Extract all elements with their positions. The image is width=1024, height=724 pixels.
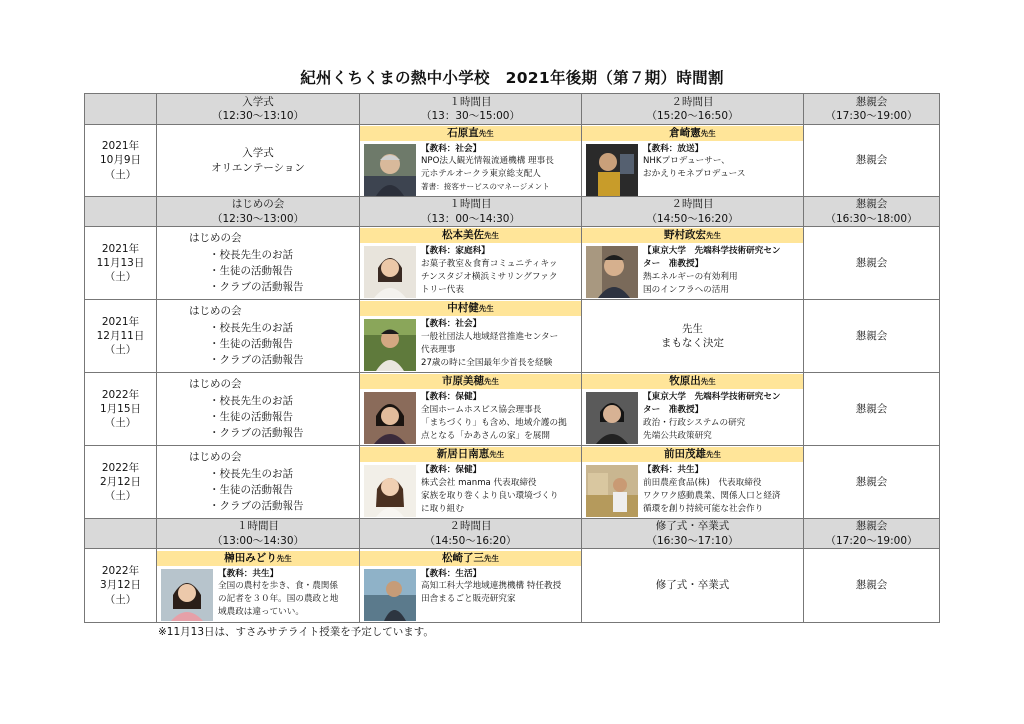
teacher-subject: 【教科：保健】	[421, 392, 482, 402]
header-time: （17:20～19:00）	[825, 534, 918, 547]
teacher-subject: 【教科：社会】	[421, 319, 482, 329]
teacher-name-text: 前田茂雄	[664, 448, 706, 460]
date-day: 11月13日	[96, 256, 145, 269]
teacher-desc-line: ワクワク感動農業、関係人口と経済	[643, 490, 781, 501]
teacher-photo	[161, 569, 213, 621]
header-cell	[157, 197, 360, 227]
date-cell	[85, 446, 157, 519]
header-cell	[582, 94, 804, 125]
social-cell: 懇親会	[804, 373, 940, 446]
schedule-row	[85, 373, 940, 446]
teacher-cell	[582, 125, 804, 197]
teacher-name-text: 榊田みどり	[224, 551, 277, 564]
teacher-photo	[364, 569, 416, 621]
social-cell: 懇親会	[804, 446, 940, 519]
teacher-name	[360, 228, 581, 243]
teacher-name-text: 松崎了三	[442, 551, 484, 564]
teacher-cell	[582, 446, 804, 519]
teacher-name-text: 倉崎憲	[669, 126, 701, 139]
teacher-desc-line: 田舎まるごと販売研究家	[421, 594, 516, 605]
program-title: はじめの会	[189, 232, 242, 245]
ceremony-cell	[157, 125, 360, 197]
program-item: ・生徒の活動報告	[209, 338, 293, 350]
header-label: ２時間目	[671, 198, 714, 211]
program-cell	[157, 446, 360, 519]
date-day: 10月9日	[99, 154, 142, 167]
social-cell: 懇親会	[804, 300, 940, 373]
teacher-desc-line: 元ホテルオークラ東京総支配人	[421, 169, 541, 180]
schedule-row	[85, 125, 940, 197]
schedule-row	[85, 549, 940, 623]
teacher-desc-line: 家族を取り巻くより良い環境づくり	[421, 490, 559, 501]
program-item: ・クラブの活動報告	[209, 354, 304, 367]
teacher-subject: ター 准教授】	[643, 258, 704, 269]
teacher-name	[157, 551, 359, 566]
teacher-desc-line: 政治・行政システムの研究	[643, 417, 746, 428]
header-time: （13:00～14:30）	[211, 534, 305, 547]
date-cell	[85, 300, 157, 373]
date-weekday: （土）	[104, 417, 137, 430]
program-item: ・校長先生のお話	[209, 467, 293, 480]
program-title: はじめの会	[189, 451, 242, 464]
date-cell	[85, 227, 157, 300]
header-time: （12:30～13:00）	[211, 212, 305, 225]
date-weekday: （土）	[104, 168, 137, 181]
teacher-name-text: 中村健	[447, 302, 479, 314]
teacher-suffix: 先生	[478, 128, 494, 138]
header-time: （15:20～16:50）	[646, 110, 739, 122]
teacher-cell	[360, 373, 582, 446]
teacher-suffix: 先生	[489, 450, 505, 459]
header-row	[85, 519, 940, 549]
teacher-desc-line: 高知工科大学地域連携機構 特任教授	[421, 581, 562, 592]
header-cell	[157, 519, 360, 549]
date-year: 2022年	[101, 565, 140, 578]
teacher-photo	[364, 246, 416, 298]
teacher-desc-line: 27歳の時に全国最年少首長を経験	[421, 357, 553, 368]
header-empty-cell	[85, 94, 157, 125]
teacher-cell	[582, 373, 804, 446]
teacher-desc-line: NHKプロデューサー、	[643, 156, 730, 167]
header-time: （13：30～15:00）	[421, 110, 520, 122]
header-label: 懇親会	[855, 198, 888, 211]
program-cell	[157, 373, 360, 446]
teacher-cell	[582, 227, 804, 300]
teacher-desc-line: 代表理事	[421, 344, 456, 355]
teacher-cell	[360, 300, 582, 373]
teacher-cell	[360, 549, 582, 623]
program-item: ・生徒の活動報告	[209, 411, 293, 423]
teacher-desc-line: お菓子教室＆食育コミュニティキッ	[421, 258, 558, 269]
teacher-name	[360, 447, 581, 462]
teacher-name	[582, 126, 803, 141]
date-year: 2021年	[101, 242, 140, 255]
program-item: ・生徒の活動報告	[209, 265, 293, 277]
date-weekday: （土）	[104, 593, 137, 606]
program-item: ・校長先生のお話	[209, 248, 293, 261]
date-year: 2022年	[101, 461, 140, 474]
teacher-subject: 【教科：保健】	[421, 465, 482, 475]
program-item: ・クラブの活動報告	[209, 281, 304, 294]
tbd-note: まもなく決定	[661, 337, 724, 349]
teacher-suffix: 先生	[478, 304, 494, 313]
date-weekday: （土）	[104, 344, 137, 357]
program-item: ・校長先生のお話	[209, 321, 293, 334]
header-empty-cell	[85, 519, 157, 549]
teacher-suffix: 先生	[700, 377, 716, 386]
teacher-photo	[586, 465, 638, 517]
teacher-name	[360, 551, 581, 566]
header-time: （14:50～16:20）	[424, 534, 517, 547]
header-cell	[804, 519, 940, 549]
header-cell	[360, 197, 582, 227]
teacher-name	[360, 126, 581, 141]
program-item: ・校長先生のお話	[209, 394, 293, 407]
teacher-desc-line: 熱エネルギーの有効利用	[643, 271, 738, 282]
teacher-photo	[586, 144, 638, 196]
header-label: １時間目	[449, 198, 492, 211]
timetable	[84, 93, 940, 623]
ceremony-label: 入学式	[242, 147, 274, 160]
teacher-name-text: 牧原出	[669, 375, 701, 387]
header-cell	[157, 94, 360, 125]
schedule-row	[85, 300, 940, 373]
program-item: ・生徒の活動報告	[209, 484, 293, 496]
teacher-suffix: 先生	[706, 231, 721, 240]
teacher-subject: 【教科：生活】	[421, 568, 482, 579]
header-cell	[360, 94, 582, 125]
header-time: （13：00～14:30）	[421, 212, 520, 225]
date-year: 2022年	[101, 388, 140, 401]
teacher-name-text: 石原直	[447, 126, 479, 139]
graduation-cell: 修了式・卒業式	[582, 549, 804, 623]
footnote: ※11月13日は、すさみサテライト授業を予定しています。	[158, 626, 434, 638]
teacher-desc-line: 株式会社 manma 代表取締役	[421, 477, 537, 488]
social-cell: 懇親会	[804, 125, 940, 197]
teacher-photo	[586, 392, 638, 444]
header-time: （16:30～18:00）	[825, 212, 918, 225]
program-title: はじめの会	[189, 305, 242, 318]
teacher-cell	[360, 227, 582, 300]
header-label: １時間目	[237, 520, 279, 533]
header-label: 入学式	[242, 95, 274, 108]
teacher-suffix: 先生	[484, 553, 499, 563]
teacher-name-text: 新居日南恵	[436, 448, 490, 460]
date-year: 2021年	[101, 315, 140, 328]
date-cell	[85, 549, 157, 623]
teacher-name-text: 野村政宏	[664, 229, 706, 241]
teacher-desc-line: おかえりモネプロデュース	[643, 169, 746, 180]
teacher-desc-line: 先端公共政策研究	[643, 430, 712, 441]
social-cell: 懇親会	[804, 227, 940, 300]
header-label: 懇親会	[855, 95, 888, 108]
teacher-cell	[360, 446, 582, 519]
header-label: はじめの会	[231, 198, 285, 211]
teacher-subject: 【教科：家庭科】	[421, 246, 490, 256]
program-cell	[157, 300, 360, 373]
header-label: ２時間目	[671, 95, 714, 108]
header-time: （17:30～19:00）	[825, 110, 918, 122]
teacher-cell	[360, 125, 582, 197]
header-row	[85, 94, 940, 125]
teacher-suffix: 先生	[706, 450, 721, 459]
header-label: 修了式・卒業式	[655, 520, 730, 533]
teacher-photo	[364, 144, 416, 196]
teacher-suffix: 先生	[276, 553, 292, 563]
teacher-desc-line: チンスタジオ横浜ミサリングファク	[421, 271, 558, 282]
teacher-photo	[364, 319, 416, 371]
date-year: 2021年	[101, 140, 140, 153]
teacher-desc-line: 国のインフラへの活用	[643, 284, 729, 295]
teacher-desc-line: の記者を３０年。国の農政と地	[218, 594, 339, 605]
teacher-photo	[364, 465, 416, 517]
date-day: 12月11日	[96, 329, 145, 342]
date-weekday: （土）	[104, 271, 137, 284]
teacher-desc-line: 著書：接客サービスのマネージメント	[421, 182, 550, 192]
social-cell: 懇親会	[804, 549, 940, 623]
header-time: （12:30～13:10）	[211, 110, 305, 122]
page-title: 紀州くちくまの熱中小学校 2021年後期（第７期）時間割	[300, 69, 724, 87]
teacher-desc-line: 循環を創り持続可能な社会作り	[643, 503, 764, 514]
program-item: ・クラブの活動報告	[209, 500, 304, 513]
program-cell	[157, 227, 360, 300]
teacher-name	[360, 301, 581, 316]
date-cell	[85, 125, 157, 197]
teacher-subject: 【教科：共生】	[218, 568, 279, 579]
date-day: 2月12日	[99, 475, 142, 488]
teacher-subject: 【教科：放送】	[643, 143, 704, 154]
header-label: ２時間目	[449, 520, 492, 533]
teacher-name-text: 市原美穂	[442, 375, 484, 387]
teacher-desc-line: 全国ホームホスピス協会理事長	[421, 404, 542, 415]
header-empty-cell	[85, 197, 157, 227]
date-weekday: （土）	[104, 490, 137, 503]
teacher-desc-line: 域農政は違っていい。	[218, 607, 304, 618]
program-title: はじめの会	[189, 378, 242, 391]
teacher-photo	[586, 246, 638, 298]
teacher-suffix: 先生	[700, 128, 716, 138]
header-label: 懇親会	[855, 520, 888, 533]
header-cell	[360, 519, 582, 549]
date-cell	[85, 373, 157, 446]
teacher-desc-line: NPO法人観光情報流通機構 理事長	[421, 156, 554, 167]
teacher-desc-line: 全国の農村を歩き、食・農関係	[218, 581, 338, 592]
header-row	[85, 197, 940, 227]
teacher-subject: 【教科：共生】	[643, 465, 704, 475]
teacher-name	[582, 374, 803, 389]
header-cell	[582, 197, 804, 227]
schedule-row	[85, 446, 940, 519]
header-cell	[582, 519, 804, 549]
header-label: １時間目	[449, 95, 492, 108]
teacher-subject: ター 准教授】	[643, 404, 704, 415]
header-time: （14:50～16:20）	[646, 212, 739, 225]
teacher-name	[582, 447, 803, 462]
teacher-subject: 【東京大学 先端科学技術研究セン	[643, 246, 781, 256]
teacher-desc-line: 前田農産食品(株) 代表取締役	[643, 477, 762, 488]
teacher-photo	[364, 392, 416, 444]
teacher-suffix: 先生	[484, 377, 499, 386]
teacher-desc-line: に取り組む	[421, 503, 464, 514]
teacher-desc-line: トリー代表	[421, 284, 464, 295]
teacher-name	[360, 374, 581, 389]
program-item: ・クラブの活動報告	[209, 427, 304, 440]
header-cell	[804, 197, 940, 227]
teacher-desc-line: 点となる「かあさんの家」を展開	[421, 430, 550, 441]
teacher-subject: 【東京大学 先端科学技術研究セン	[643, 392, 781, 402]
tbd-cell	[582, 300, 804, 373]
teacher-name-text: 松本美佐	[442, 229, 484, 241]
teacher-suffix: 先生	[484, 231, 499, 240]
header-cell	[804, 94, 940, 125]
date-day: 1月15日	[99, 402, 142, 415]
tbd-label: 先生	[682, 322, 703, 335]
teacher-name	[582, 228, 803, 243]
orientation-label: オリエンテーション	[211, 161, 305, 174]
teacher-desc-line: 「まちづくり」も含め、地域介護の拠	[421, 417, 567, 428]
teacher-cell	[157, 549, 360, 623]
teacher-desc-line: 一般社団法人地域経営推進センター	[421, 331, 559, 342]
schedule-row	[85, 227, 940, 300]
date-day: 3月12日	[99, 579, 142, 592]
teacher-subject: 【教科：社会】	[421, 143, 482, 154]
header-time: （16:30～17:10）	[646, 534, 739, 547]
